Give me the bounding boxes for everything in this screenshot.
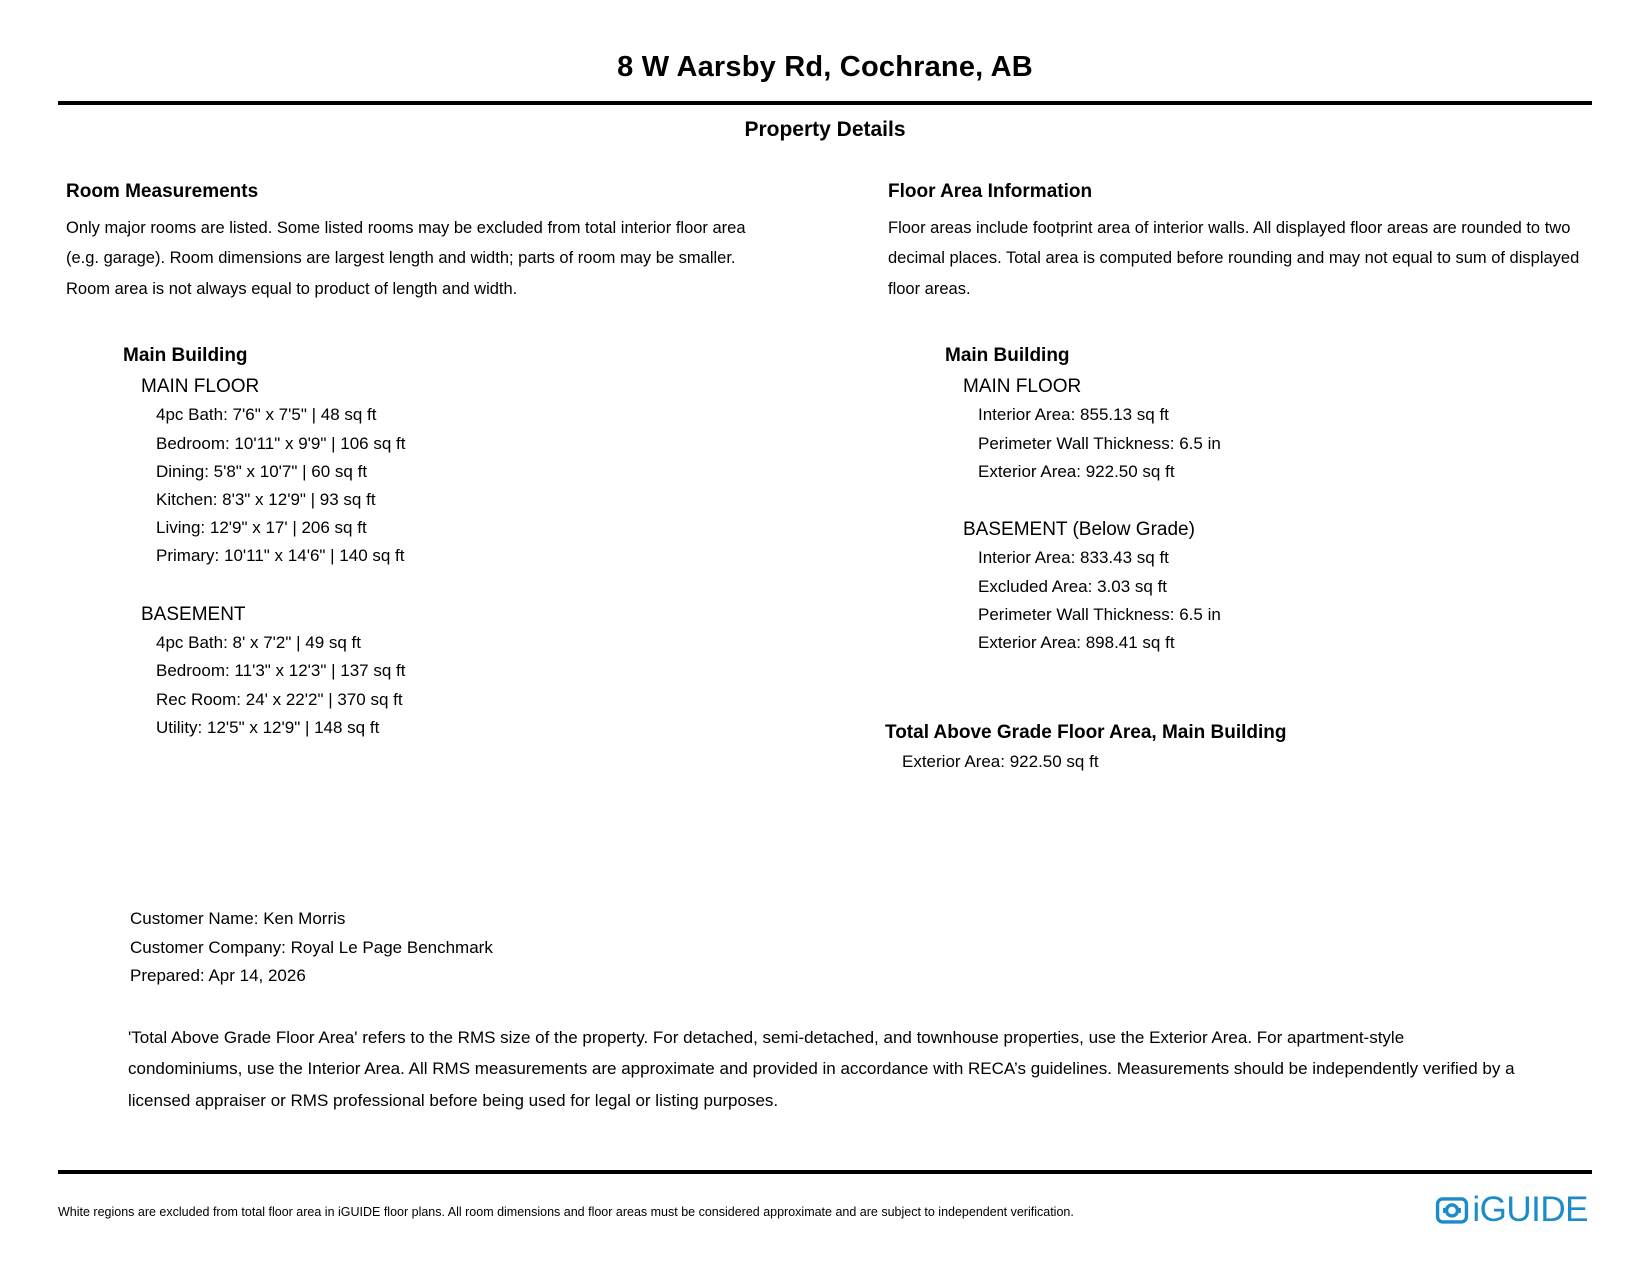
area-line: Perimeter Wall Thickness: 6.5 in [978, 604, 1221, 624]
room-measurements-building [58, 342, 825, 742]
room-line: Primary: 10'11" x 14'6" | 140 sq ft [156, 546, 405, 566]
room-line: Bedroom: 11'3" x 12'3" | 137 sq ft [156, 661, 406, 681]
floor-name: BASEMENT [141, 603, 246, 625]
total-above-grade-heading: Total Above Grade Floor Area, Main Building [885, 722, 1287, 744]
customer-info [130, 905, 493, 991]
footer-row [58, 1192, 1592, 1227]
building-name: Main Building [123, 345, 248, 367]
footer-disclaimer: White regions are excluded from total floor area in iGUIDE floor plans. All room dimensions and floor areas must be considered approximate and are subject to independent verification. [58, 1204, 1074, 1219]
floor-name: MAIN FLOOR [963, 375, 1082, 397]
floor-area-building [880, 342, 1592, 657]
area-line: Interior Area: 855.13 sq ft [978, 405, 1169, 425]
room-measurements-note: Only major rooms are listed. Some listed rooms may be excluded from total interior floor area (e.g. garage). Room dimensions are largest length and width; parts of room may be smaller. Room area is not always equal to product of length and width. [66, 218, 746, 298]
page-subtitle: Property Details [744, 117, 906, 141]
prepared-date: Prepared: Apr 14, 2026 [130, 966, 306, 986]
room-line: Bedroom: 10'11" x 9'9" | 106 sq ft [156, 433, 406, 453]
room-line: 4pc Bath: 7'6" x 7'5" | 48 sq ft [156, 405, 377, 425]
floor-area-heading: Floor Area Information [888, 180, 1093, 202]
building-name: Main Building [945, 345, 1070, 367]
area-line: Exterior Area: 898.41 sq ft [978, 633, 1175, 653]
page-footer [58, 1170, 1592, 1227]
area-line: Excluded Area: 3.03 sq ft [978, 576, 1168, 596]
customer-name: Customer Name: Ken Morris [130, 909, 346, 928]
floor-area-column [825, 181, 1592, 776]
total-above-grade-block [880, 719, 1592, 776]
area-group-main [880, 373, 1592, 486]
room-line: Kitchen: 8'3" x 12'9" | 93 sq ft [156, 489, 376, 509]
room-line: Living: 12'9" x 17' | 206 sq ft [156, 518, 367, 538]
area-line: Interior Area: 833.43 sq ft [978, 548, 1169, 568]
floor-name: MAIN FLOOR [141, 375, 260, 397]
floor-group-basement [58, 601, 825, 742]
room-line: Utility: 12'5" x 12'9" | 148 sq ft [156, 717, 380, 737]
footer-divider [58, 1170, 1592, 1174]
page-title: 8 W Aarsby Rd, Cochrane, AB [617, 51, 1033, 83]
area-line: Perimeter Wall Thickness: 6.5 in [978, 433, 1221, 453]
rms-disclaimer: 'Total Above Grade Floor Area' refers to the RMS size of the property. For detached, semi-detached, and townhouse properties, use the Exterior Area. For apartment-style condominiums, use the Interior Area. All RMS measurements are approximate and provided in accordance with RECA’s guidelines. Measurements should be independently verified by a licensed appraiser or RMS professional before being used for legal or listing purposes. [128, 1028, 1515, 1110]
total-above-grade-value: Exterior Area: 922.50 sq ft [902, 751, 1099, 771]
customer-company: Customer Company: Royal Le Page Benchmark [130, 937, 493, 957]
iguide-camera-icon [1435, 1193, 1469, 1227]
iguide-logo [1435, 1192, 1592, 1227]
area-group-basement [880, 516, 1592, 657]
iguide-logo-text: iGUIDE [1472, 1190, 1588, 1229]
floor-area-note: Floor areas include footprint area of interior walls. All displayed floor areas are rounded to two decimal places. Total area is computed before rounding and may not equal to sum of displayed floor areas. [888, 218, 1580, 298]
room-line: Rec Room: 24' x 22'2" | 370 sq ft [156, 689, 403, 709]
area-line: Exterior Area: 922.50 sq ft [978, 461, 1175, 481]
room-line: 4pc Bath: 8' x 7'2" | 49 sq ft [156, 633, 362, 653]
room-measurements-heading: Room Measurements [66, 180, 259, 202]
room-measurements-column [58, 181, 825, 742]
content-columns [0, 181, 1650, 776]
floor-group-main [58, 373, 825, 571]
room-line: Dining: 5'8" x 10'7" | 60 sq ft [156, 461, 368, 481]
floor-name: BASEMENT (Below Grade) [963, 518, 1195, 540]
